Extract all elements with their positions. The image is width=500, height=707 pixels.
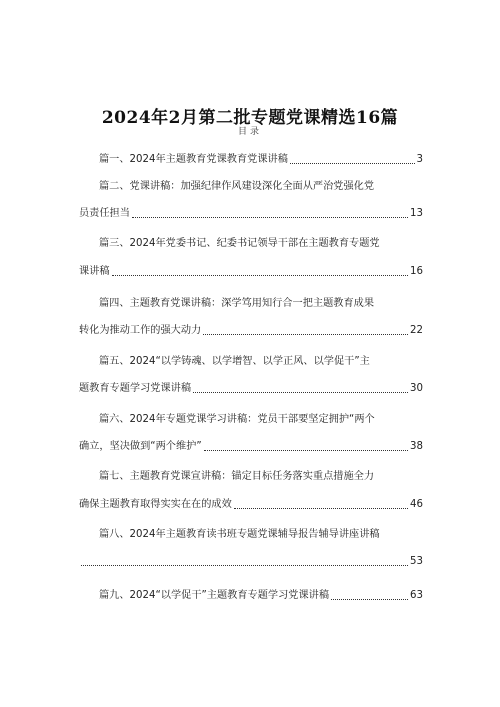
toc-page-number: 63 bbox=[410, 590, 423, 601]
toc-dot-leader bbox=[204, 449, 408, 451]
toc-dot-leader bbox=[81, 564, 408, 566]
toc-entry-text: 确立，坚决做到“两个维护” bbox=[79, 441, 202, 452]
toc-dot-leader bbox=[290, 162, 415, 164]
toc-entry-text: 篇七、主题教育党课宣讲稿：锚定目标任务落实重点措施全力 bbox=[99, 471, 375, 482]
toc-page-number: 13 bbox=[410, 208, 423, 219]
toc-page-number: 3 bbox=[416, 154, 423, 165]
toc-dot-leader bbox=[132, 216, 408, 218]
toc-entry-6-line-2[interactable] bbox=[79, 438, 423, 454]
toc-heading: 目录 bbox=[237, 127, 262, 137]
toc-entry-9-line-1[interactable] bbox=[79, 587, 423, 603]
toc-entry-text: 篇一、2024年主题教育党课教育党课讲稿 bbox=[99, 154, 288, 165]
toc-entry-7-line-1[interactable] bbox=[79, 468, 423, 484]
toc-dot-leader bbox=[234, 507, 408, 509]
toc-entry-5-line-2[interactable] bbox=[79, 380, 423, 396]
toc-entry-6-line-1[interactable] bbox=[79, 411, 423, 427]
toc-entry-text: 员责任担当 bbox=[79, 208, 130, 219]
toc-entry-2-line-1[interactable] bbox=[79, 178, 423, 194]
toc-entry-text: 篇九、2024“以学促干”主题教育专题学习党课讲稿 bbox=[99, 590, 330, 601]
toc-entry-1-line-1[interactable] bbox=[79, 151, 423, 167]
toc-page-number: 16 bbox=[410, 266, 423, 277]
toc-entry-3-line-1[interactable] bbox=[79, 235, 423, 251]
toc-page-number: 30 bbox=[410, 383, 423, 394]
toc-entry-8-line-1[interactable] bbox=[79, 526, 423, 542]
toc-entry-text: 题教育专题学习党课讲稿 bbox=[79, 383, 192, 394]
toc-dot-leader bbox=[331, 598, 408, 600]
toc-dot-leader bbox=[112, 274, 408, 276]
toc-entry-text: 篇六、2024年专题党课学习讲稿：党员干部要坚定拥护“两个 bbox=[99, 414, 375, 425]
toc-entry-text: 篇五、2024“以学铸魂、以学增智、以学正风、以学促干”主 bbox=[99, 356, 370, 367]
toc-dot-leader bbox=[193, 391, 408, 393]
toc-page-number: 38 bbox=[410, 441, 423, 452]
toc-entry-3-line-2[interactable] bbox=[79, 263, 423, 279]
toc-entry-text: 篇四、主题教育党课讲稿：深学笃用知行合一把主题教育成果 bbox=[99, 298, 375, 309]
toc-entry-text: 篇三、2024年党委书记、纪委书记领导干部在主题教育专题党 bbox=[99, 238, 380, 249]
toc-entry-text: 篇八、2024年主题教育读书班专题党课辅导报告辅导讲座讲稿 bbox=[99, 529, 380, 540]
toc-entry-4-line-2[interactable] bbox=[79, 322, 423, 338]
toc-entry-4-line-1[interactable] bbox=[79, 295, 423, 311]
toc-entry-text: 课讲稿 bbox=[79, 266, 110, 277]
toc-dot-leader bbox=[203, 333, 408, 335]
toc-entry-text: 转化为推动工作的强大动力 bbox=[79, 325, 202, 336]
toc-page-number: 53 bbox=[410, 556, 423, 567]
document-title: 2024年2月第二批专题党课精选16篇 bbox=[101, 108, 399, 128]
toc-page-number: 22 bbox=[410, 325, 423, 336]
toc-entry-text: 确保主题教育取得实实在在的成效 bbox=[79, 499, 232, 510]
toc-entry-5-line-1[interactable] bbox=[79, 353, 423, 369]
toc-entry-7-line-2[interactable] bbox=[79, 496, 423, 512]
toc-entry-2-line-2[interactable] bbox=[79, 205, 423, 221]
toc-entry-8-line-2[interactable] bbox=[79, 553, 423, 569]
toc-page-number: 46 bbox=[410, 499, 423, 510]
toc-entry-text: 篇二、党课讲稿：加强纪律作风建设深化全面从严治党强化党 bbox=[99, 181, 375, 192]
